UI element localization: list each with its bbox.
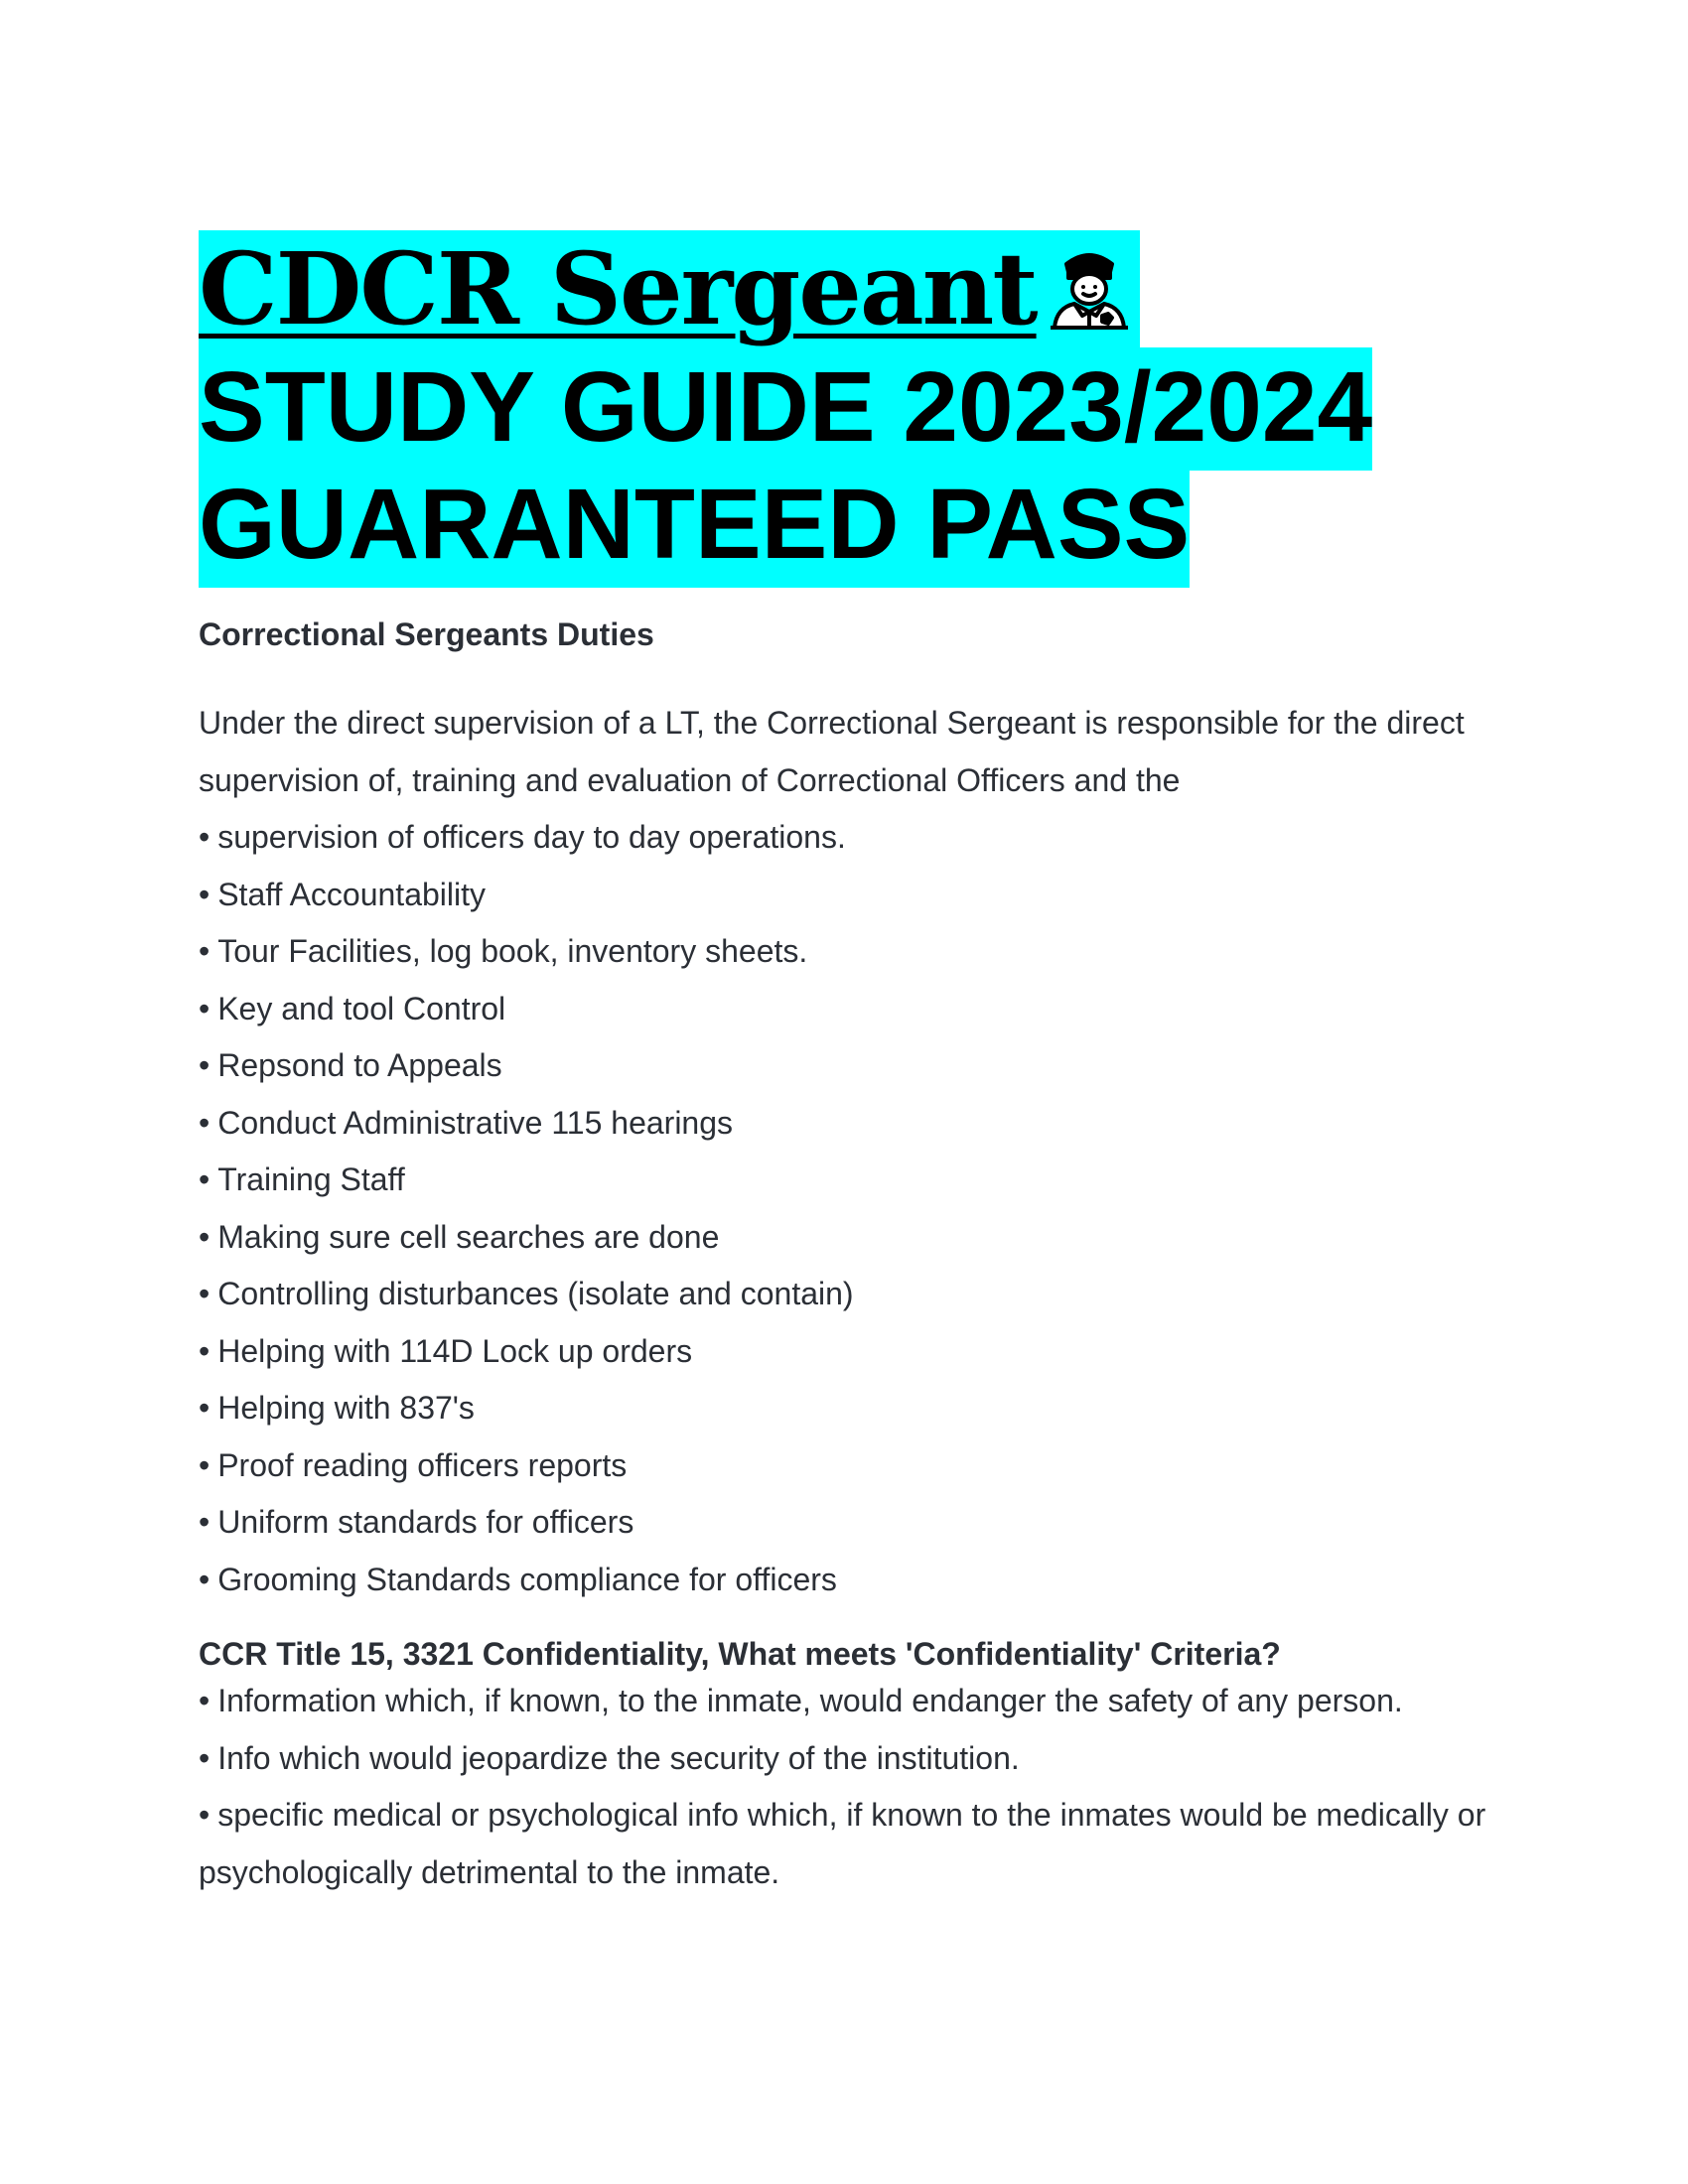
document-page	[199, 230, 1489, 1901]
bullet-marker: •	[199, 1390, 211, 1426]
bullet-marker: •	[199, 1161, 211, 1197]
title-highlight	[199, 230, 1372, 588]
bullet-marker: •	[199, 876, 211, 912]
list-item: • Proof reading officers reports	[199, 1446, 628, 1483]
bullet-marker: •	[199, 1504, 211, 1540]
list-item: • Conduct Administrative 115 hearings	[199, 1104, 734, 1141]
bullet-marker: •	[199, 933, 211, 969]
list-item: • Controlling disturbances (isolate and contain)	[199, 1276, 854, 1311]
list-item: • specific medical or psychological info which, if known to the inmates would be medically or psychologically detrimental to the inmate.	[199, 1797, 1486, 1890]
list-item: • Tour Facilities, log book, inventory sheets.	[199, 933, 808, 969]
list-item: • Repsond to Appeals	[199, 1047, 502, 1083]
list-item: • Helping with 114D Lock up orders	[199, 1332, 693, 1369]
title-part-1: CDCR Sergeant	[199, 230, 1037, 347]
list-item: • Information which, if known, to the inmate, would endanger the safety of any person.	[199, 1683, 1403, 1718]
list-item: • Key and tool Control	[199, 990, 506, 1026]
document-title	[199, 230, 1489, 583]
bullet-marker: •	[199, 1561, 211, 1597]
list-item: • Uniform standards for officers	[199, 1504, 634, 1540]
bullet-marker: •	[199, 1047, 211, 1083]
bullet-marker: •	[199, 1332, 211, 1369]
bullet-marker: •	[199, 1218, 211, 1255]
section-heading-duties: Correctional Sergeants Duties	[199, 616, 654, 652]
bullet-marker: •	[199, 1797, 211, 1833]
bullet-marker: •	[199, 1739, 211, 1776]
list-item: • Helping with 837's	[199, 1390, 475, 1426]
police-officer-icon	[1045, 239, 1134, 329]
list-item: • Info which would jeopardize the security of the institution.	[199, 1739, 1020, 1776]
bullet-marker: •	[199, 1683, 211, 1718]
duties-intro-paragraph: Under the direct supervision of a LT, the Correctional Sergeant is responsible for the direct supervision of, training and evaluation of Correctional Officers and the	[199, 705, 1465, 798]
duties-bullet-list	[199, 809, 1489, 1608]
list-item: • supervision of officers day to day operations.	[199, 819, 846, 855]
section-heading-confidentiality: CCR Title 15, 3321 Confidentiality, What meets 'Confidentiality' Criteria?	[199, 1636, 1281, 1672]
list-item: • Making sure cell searches are done	[199, 1218, 720, 1255]
list-item: • Staff Accountability	[199, 876, 486, 912]
title-part-2: STUDY GUIDE 2023/2024 GUARANTEED PASS	[199, 351, 1373, 580]
confidentiality-bullet-list	[199, 1673, 1489, 1901]
bullet-marker: •	[199, 819, 211, 855]
list-item: • Training Staff	[199, 1161, 405, 1197]
bullet-marker: •	[199, 1104, 211, 1141]
bullet-marker: •	[199, 1446, 211, 1483]
bullet-marker: •	[199, 1276, 211, 1311]
bullet-marker: •	[199, 990, 211, 1026]
list-item: • Grooming Standards compliance for officers	[199, 1561, 837, 1597]
